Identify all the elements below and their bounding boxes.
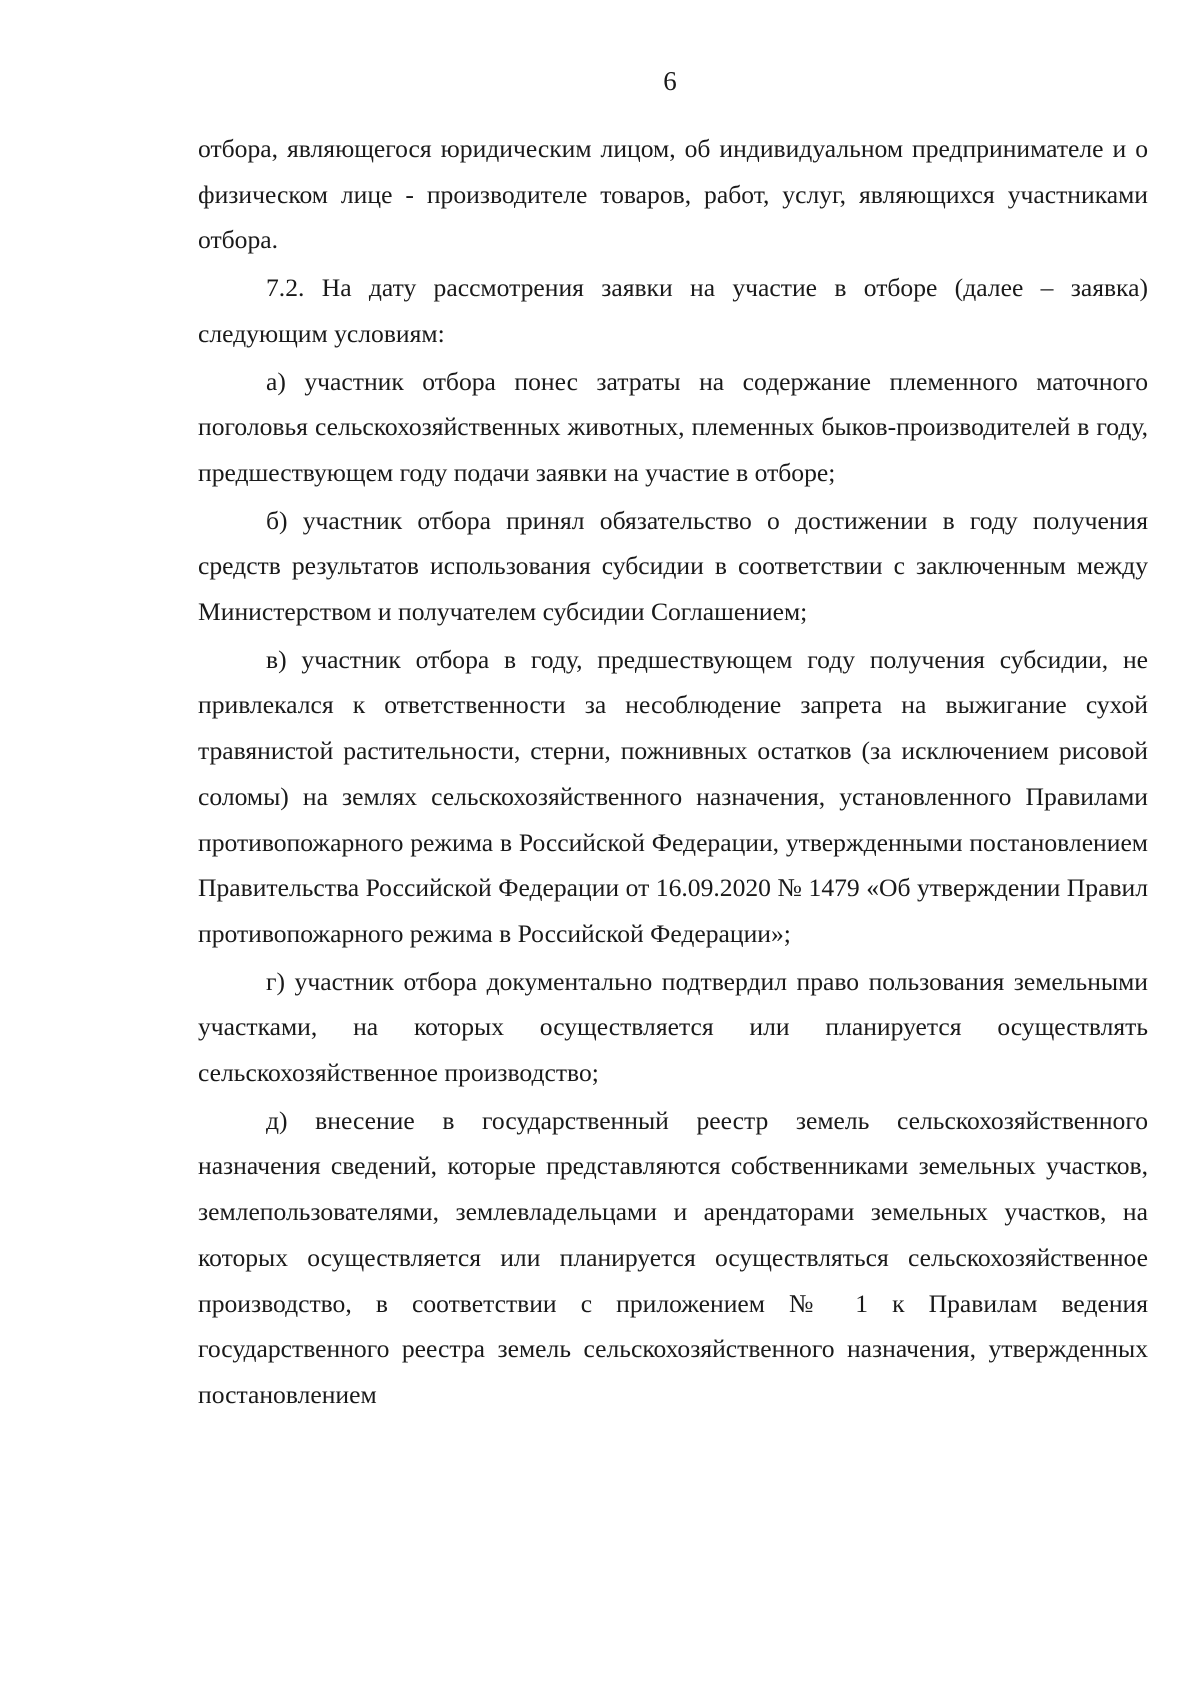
paragraph-g: г) участник отбора документально подтвердил право пользования земельными участками, на которых осуществляется или планируется осуществлять сельскохозяйственное производство; xyxy=(198,966,1148,1088)
paragraph-b: б) участник отбора принял обязательство о достижении в году получения средств результатов использования субсидии в соответствии с заключенным между Министерством и получателем субсидии Соглашением; xyxy=(198,505,1148,627)
paragraph-a: а) участник отбора понес затраты на содержание племенного маточного поголовья сельскохозяйственных животных, племенных быков-производителей в году, предшествующем году подачи заявки на участие в отборе; xyxy=(198,366,1148,487)
paragraph-7-2: 7.2. На дату рассмотрения заявки на участие в отборе (далее – заявка) следующим условиям: xyxy=(198,273,1148,348)
paragraph-continuation: отбора, являющегося юридическим лицом, об индивидуальном предпринимателе и о физическом лице - производителе товаров, работ, услуг, являющихся участниками отбора. xyxy=(198,134,1148,255)
document-body xyxy=(198,126,1148,1418)
paragraph-d: д) внесение в государственный реестр земель сельскохозяйственного назначения сведений, которые представляются собственниками земельных участков, землепользователями, землевладельцами и арендаторами земельных участков, на которых осуществляется или планируется осуществляться сельскохозяйственное производство, в соответствии с приложением № 1 к Правилам ведения государственного реестра земель сельскохозяйственного назначения, утвержденных постановлением xyxy=(198,1105,1148,1409)
paragraph-v: в) участник отбора в году, предшествующем году получения субсидии, не привлекался к ответственности за несоблюдение запрета на выжигание сухой травянистой растительности, стерни, пожнивных остатков (за исключением рисовой соломы) на землях сельскохозяйственного назначения, установленного Правилами противопожарного режима в Российской Федерации, утвержденными постановлением Правительства Российской Федерации от 16.09.2020 № 1479 «Об утверждении Правил противопожарного режима в Российской Федерации»; xyxy=(198,644,1148,948)
page-number: 6 xyxy=(663,66,677,96)
